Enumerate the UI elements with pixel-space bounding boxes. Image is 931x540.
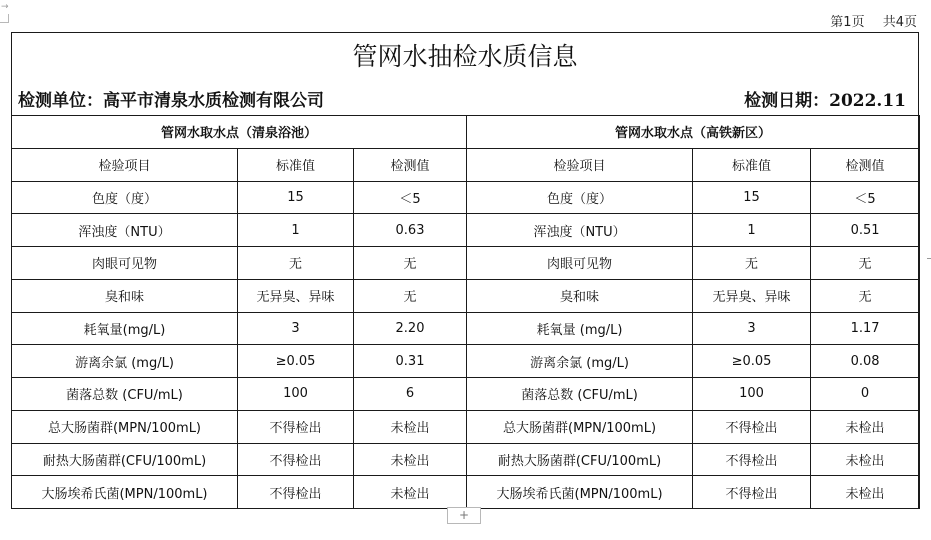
table-cell: 未检出 [811,443,920,476]
table-cell: 无异臭、异味 [693,279,811,312]
table-cell: 0.63 [354,214,467,247]
table-cell: 2.20 [354,312,467,345]
table-cell: 不得检出 [693,476,811,509]
column-header: 检测值 [811,148,920,181]
arrow-icon: → [1,2,9,12]
table-cell: 0 [811,378,920,411]
table-cell: 1 [693,214,811,247]
table-row [12,279,920,312]
group-header-gaotie: 管网水取水点（高铁新区） [467,116,920,149]
table-cell: 未检出 [354,476,467,509]
table-column-header-row [12,148,920,181]
table-cell: 不得检出 [693,443,811,476]
table-row [12,312,920,345]
table-cell: ≥0.05 [238,345,354,378]
table-row [12,410,920,443]
table-cell: 色度（度） [467,181,693,214]
table-row [12,378,920,411]
table-cell: ＜5 [811,181,920,214]
column-header: 标准值 [238,148,354,181]
table-cell: 不得检出 [238,443,354,476]
page-indicator [830,11,917,30]
page-corner-marker [0,14,9,23]
column-header: 检验项目 [467,148,693,181]
expand-button[interactable]: + [447,507,481,524]
table-row [12,476,920,509]
table-cell: 3 [693,312,811,345]
table-cell: 菌落总数 (CFU/mL) [467,378,693,411]
table-cell: 0.31 [354,345,467,378]
table-cell: 不得检出 [693,410,811,443]
table-cell: 3 [238,312,354,345]
column-header: 检验项目 [12,148,238,181]
table-cell: 菌落总数 (CFU/mL) [12,378,238,411]
table-cell: 游离余氯 (mg/L) [12,345,238,378]
table-cell: ＜5 [354,181,467,214]
table-cell: 大肠埃希氏菌(MPN/100mL) [12,476,238,509]
table-cell: 耐热大肠菌群(CFU/100mL) [12,443,238,476]
table-cell: 1 [238,214,354,247]
table-cell: 6 [354,378,467,411]
table-cell: 未检出 [354,443,467,476]
table-cell: 总大肠菌群(MPN/100mL) [467,410,693,443]
document-frame [11,32,919,509]
column-header: 检测值 [354,148,467,181]
table-cell: 色度（度） [12,181,238,214]
table-row [12,443,920,476]
table-cell: 肉眼可见物 [12,247,238,280]
document-title: 管网水抽检水质信息 [352,42,578,71]
table-cell: 肉眼可见物 [467,247,693,280]
table-cell: 0.08 [811,345,920,378]
table-cell: 100 [238,378,354,411]
table-cell: 不得检出 [238,476,354,509]
table-cell: 浑浊度（NTU） [467,214,693,247]
table-cell: 100 [693,378,811,411]
testing-unit: 检测单位：高平市清泉水质检测有限公司 [18,91,324,111]
table-row [12,247,920,280]
table-cell: 无 [238,247,354,280]
table-cell: 耗氧量 (mg/L) [467,312,693,345]
table-cell: 无 [693,247,811,280]
table-cell: 无 [354,247,467,280]
table-cell: 15 [238,181,354,214]
table-group-header-row [12,116,920,149]
table-row [12,345,920,378]
table-row [12,214,920,247]
table-cell: 无 [811,247,920,280]
table-cell: 不得检出 [238,410,354,443]
table-cell: 未检出 [354,410,467,443]
table-cell: 1.17 [811,312,920,345]
table-cell: 臭和味 [12,279,238,312]
table-row [12,181,920,214]
table-cell: ≥0.05 [693,345,811,378]
table-cell: 臭和味 [467,279,693,312]
table-cell: 15 [693,181,811,214]
table-cell: 无 [354,279,467,312]
page-number: 第1页 [830,15,865,30]
testing-date: 检测日期：2022.11 [744,91,906,111]
table-cell: 耐热大肠菌群(CFU/100mL) [467,443,693,476]
table-cell: 未检出 [811,410,920,443]
table-cell: 大肠埃希氏菌(MPN/100mL) [467,476,693,509]
ruler-tick [927,258,931,259]
table-cell: 无异臭、异味 [238,279,354,312]
table-cell: 无 [811,279,920,312]
group-header-qingquan: 管网水取水点（清泉浴池） [12,116,467,149]
table-cell: 耗氧量(mg/L) [12,312,238,345]
table-cell: 0.51 [811,214,920,247]
water-quality-table [11,115,920,509]
table-cell: 未检出 [811,476,920,509]
column-header: 标准值 [693,148,811,181]
table-cell: 总大肠菌群(MPN/100mL) [12,410,238,443]
table-cell: 游离余氯 (mg/L) [467,345,693,378]
table-cell: 浑浊度（NTU） [12,214,238,247]
page-total: 共4页 [882,15,917,30]
